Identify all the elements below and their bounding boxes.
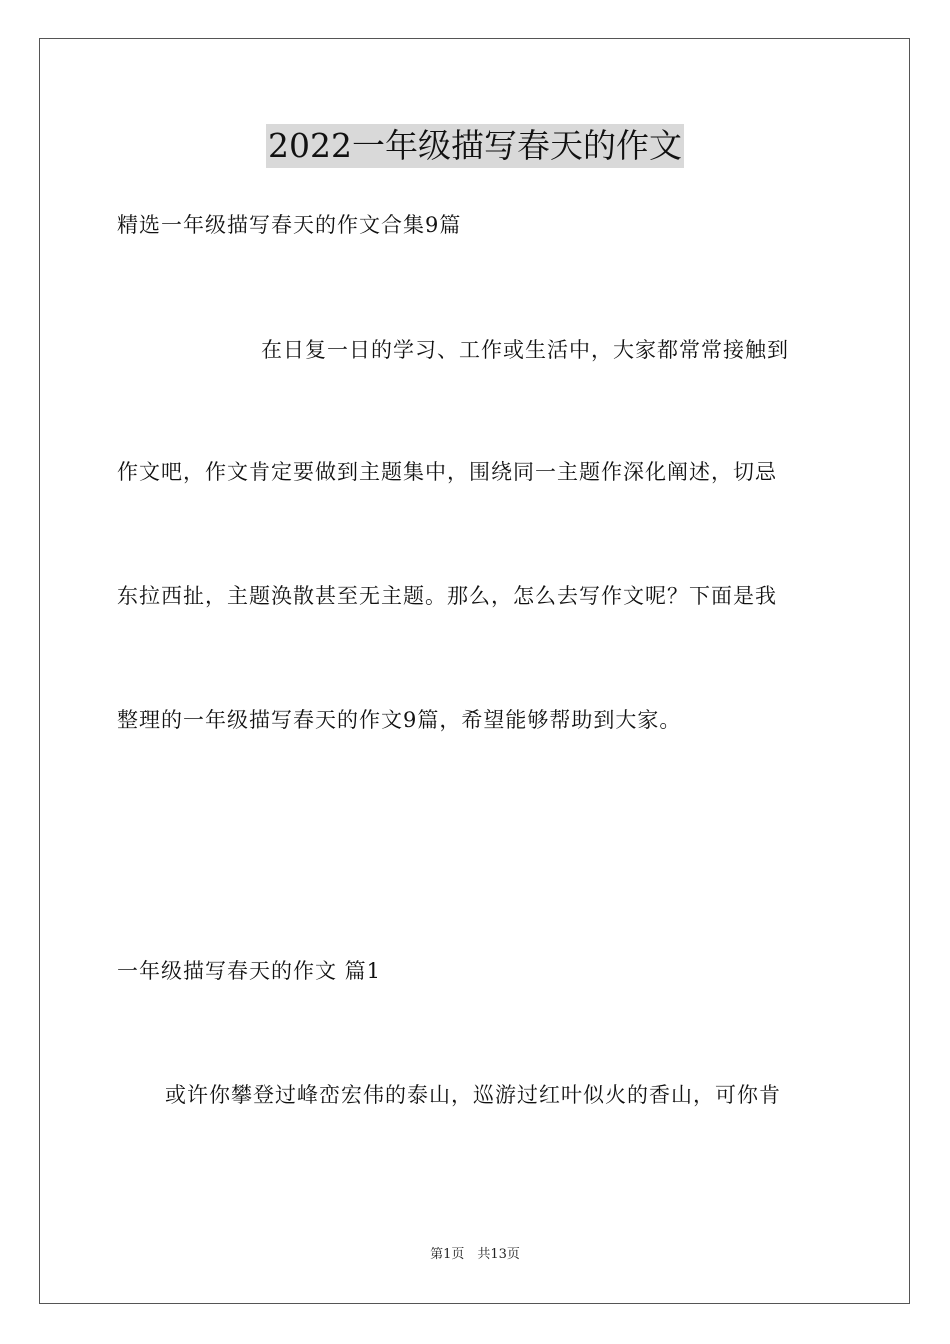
page-footer: 第1页 共13页 <box>430 1247 520 1262</box>
intro-line: 作文吧，作文肯定要做到主题集中，围绕同一主题作深化阐述，切忌 <box>117 460 777 484</box>
document-subtitle: 精选一年级描写春天的作文合集9篇 <box>117 213 462 237</box>
section-heading: 一年级描写春天的作文 篇1 <box>117 959 382 983</box>
intro-line: 东拉西扯，主题涣散甚至无主题。那么，怎么去写作文呢？下面是我 <box>117 584 777 608</box>
title-container <box>0 124 950 168</box>
intro-line: 整理的一年级描写春天的作文9篇，希望能够帮助到大家。 <box>117 708 682 732</box>
section-paragraph-line: 或许你攀登过峰峦宏伟的泰山，巡游过红叶似火的香山，可你肯 <box>165 1083 781 1107</box>
document-title: 2022一年级描写春天的作文 <box>266 124 684 168</box>
intro-line: 在日复一日的学习、工作或生活中，大家都常常接触到 <box>261 338 789 362</box>
